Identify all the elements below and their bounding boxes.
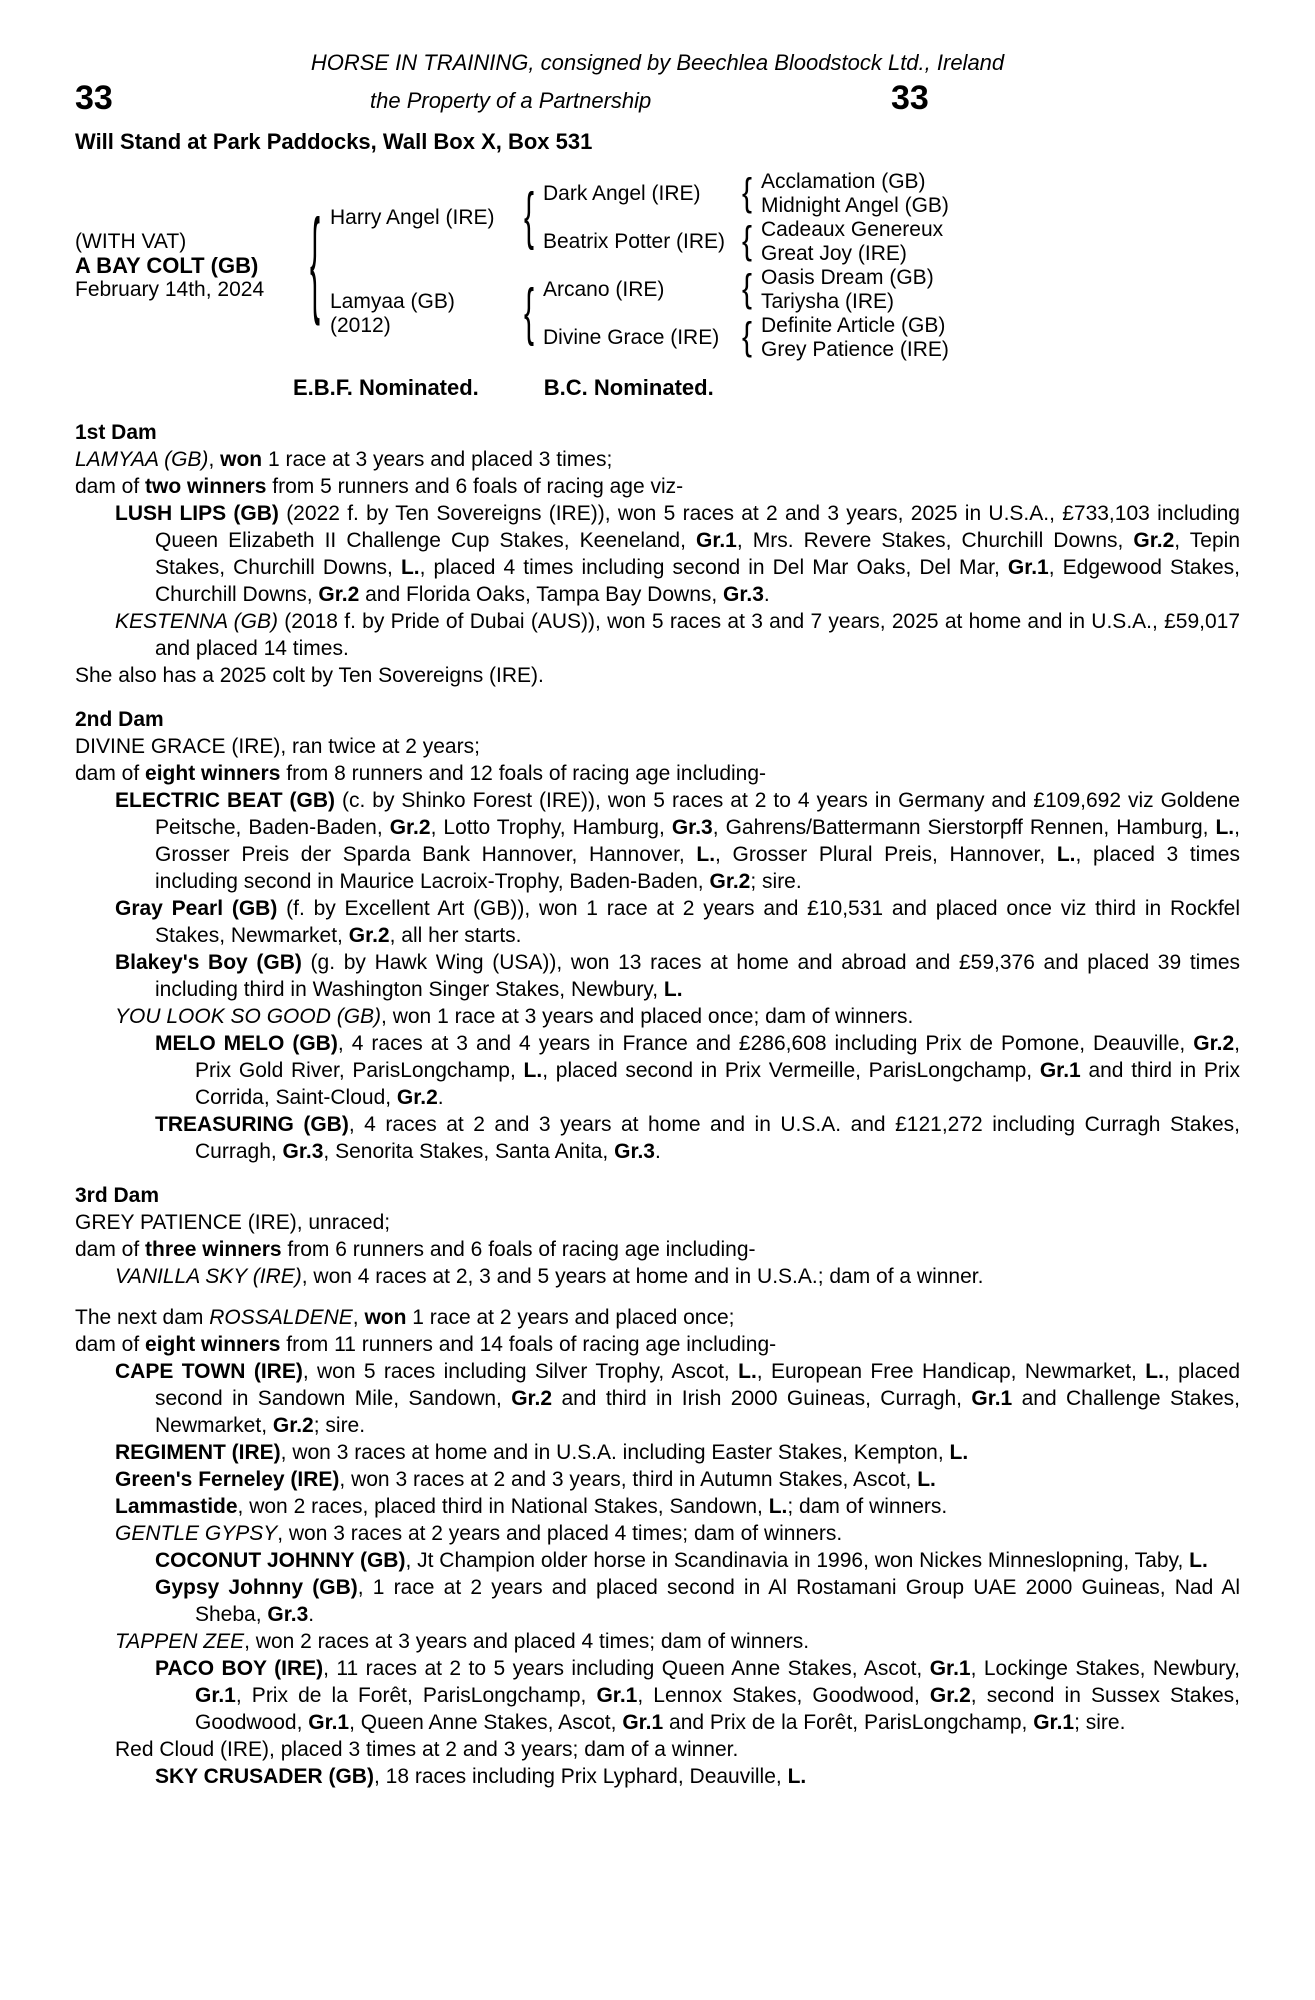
- pedigree-brace-gp: [733, 218, 761, 266]
- text-segment: , Jt Champion older horse in Scandinavia in 1996, won Nickes Minneslopning, Taby,: [405, 1549, 1190, 1572]
- text-segment: and Florida Oaks, Tampa Bay Downs,: [359, 583, 724, 606]
- great-grandparent-name: [761, 338, 1240, 362]
- text-segment: Gr.2: [389, 816, 431, 839]
- text-segment: , placed 3 times including second in Maurice Lacroix-Trophy, Baden-Baden,: [155, 843, 1240, 893]
- text-segment: three winners: [145, 1238, 282, 1261]
- ggp-7: Definite Article (GB): [761, 314, 946, 337]
- text-segment: Gr.2: [272, 1414, 314, 1437]
- text-segment: .: [437, 1086, 444, 1109]
- catalogue-paragraph: [75, 1358, 1240, 1439]
- text-segment: , won 3 races at home and in U.S.A. including Easter Stakes, Kempton,: [280, 1441, 950, 1464]
- text-segment: TREASURING (GB): [155, 1113, 349, 1136]
- text-segment: , 4 races at 3 and 4 years in France and £286,608 including Prix de Pomone, Deauville,: [337, 1032, 1194, 1055]
- catalogue-paragraph: [75, 446, 1240, 473]
- text-segment: won: [220, 448, 263, 471]
- catalogue-paragraph: [75, 787, 1240, 895]
- text-segment: L.: [1189, 1549, 1208, 1572]
- dam-section: [75, 706, 1240, 1165]
- text-segment: Gr.2: [396, 1086, 438, 1109]
- great-grandparent-name: [761, 242, 1240, 266]
- text-segment: , Grosser Plural Preis, Hannover,: [715, 843, 1057, 866]
- text-segment: Gr.1: [929, 1657, 971, 1680]
- catalogue-paragraph: [75, 662, 1240, 689]
- text-segment: (2022 f. by Ten Sovereigns (IRE)), won 5 races at 2 and 3 years, 2025 in U.S.A., £733,103 including Queen Elizabeth II Challenge Cup Stakes, Keeneland,: [155, 502, 1240, 552]
- text-segment: Red Cloud (IRE), placed 3 times at 2 and 3 years; dam of a winner.: [115, 1738, 739, 1761]
- subject-block: [75, 170, 300, 362]
- section-heading: 1st Dam: [75, 421, 157, 444]
- granddam-of-dam: Divine Grace (IRE): [543, 326, 720, 349]
- text-segment: GREY PATIENCE (IRE), unraced;: [75, 1211, 391, 1234]
- text-segment: .: [654, 1140, 661, 1163]
- text-segment: (2018 f. by Pride of Dubai (AUS)), won 5 races at 3 and 7 years, 2025 at home and in U.S.A., £59,017 and placed 14 times.: [155, 610, 1240, 660]
- text-segment: ; sire.: [313, 1414, 366, 1437]
- text-segment: ; dam of winners.: [787, 1495, 948, 1518]
- text-segment: .: [763, 583, 770, 606]
- grandparent-name: [543, 314, 733, 362]
- text-segment: ,: [208, 448, 221, 471]
- catalogue-paragraph: [75, 1547, 1240, 1574]
- text-segment: Gr.1: [596, 1684, 638, 1707]
- sire-name: Harry Angel (IRE): [330, 206, 495, 229]
- catalogue-paragraph: [75, 895, 1240, 949]
- text-segment: , placed second in Prix Vermeille, ParisLongchamp,: [542, 1059, 1040, 1082]
- ggp-1: Acclamation (GB): [761, 170, 926, 193]
- text-segment: TAPPEN ZEE: [115, 1630, 245, 1653]
- grandparent-name: [543, 266, 733, 314]
- text-segment: , won 1 race at 3 years and placed once; dam of winners.: [381, 1005, 914, 1028]
- text-segment: KESTENNA (GB): [115, 610, 279, 633]
- text-segment: from 6 runners and 6 foals of racing age including-: [281, 1238, 756, 1261]
- catalogue-paragraph: [75, 1236, 1240, 1263]
- catalogue-body: [75, 419, 1240, 1790]
- great-grandparent-name: [761, 314, 1240, 338]
- text-segment: , Prix Gold River, ParisLongchamp,: [195, 1032, 1241, 1082]
- text-segment: ,: [352, 1306, 365, 1329]
- text-segment: from 11 runners and 14 foals of racing age including-: [280, 1333, 777, 1356]
- catalogue-paragraph: [75, 1111, 1240, 1165]
- catalogue-paragraph: [75, 1209, 1240, 1236]
- text-segment: from 8 runners and 12 foals of racing age including-: [280, 762, 767, 785]
- text-segment: , placed 4 times including second in Del Mar Oaks, Del Mar,: [419, 556, 1008, 579]
- text-segment: VANILLA SKY (IRE): [115, 1265, 302, 1288]
- pedigree-brace-gp: [733, 170, 761, 218]
- text-segment: CAPE TOWN (IRE): [115, 1360, 303, 1383]
- great-grandparent-name: [761, 266, 1240, 290]
- pedigree-brace-dam: [515, 266, 543, 362]
- text-segment: , 1 race at 2 years and placed second in Al Rostamani Group UAE 2000 Guineas, Nad Al Sheba,: [195, 1576, 1240, 1626]
- text-segment: L.: [917, 1468, 936, 1491]
- catalogue-paragraph: [75, 1493, 1240, 1520]
- text-segment: dam of: [75, 1238, 146, 1261]
- text-segment: Gr.2: [929, 1684, 971, 1707]
- dam-section: [75, 1182, 1240, 1790]
- text-segment: Gr.3: [723, 583, 764, 606]
- text-segment: dam of: [75, 762, 146, 785]
- horse-name: A BAY COLT (GB): [75, 253, 259, 278]
- text-segment: LUSH LIPS (GB): [115, 502, 279, 525]
- text-segment: L.: [663, 978, 683, 1001]
- text-segment: Gr.1: [1033, 1711, 1075, 1734]
- grandsire-of-dam: Arcano (IRE): [543, 278, 665, 301]
- text-segment: , 11 races at 2 to 5 years including Queen Anne Stakes, Ascot,: [323, 1657, 930, 1680]
- ggp-6: Tariysha (IRE): [761, 290, 895, 313]
- pedigree-table: [75, 170, 1240, 362]
- text-segment: YOU LOOK SO GOOD (GB): [115, 1005, 382, 1028]
- text-segment: Blakey's Boy (GB): [115, 951, 302, 974]
- text-segment: L.: [400, 556, 420, 579]
- catalogue-paragraph: [75, 1331, 1240, 1358]
- ggp-3: Cadeaux Genereux: [761, 218, 944, 241]
- text-segment: from 5 runners and 6 foals of racing age viz-: [266, 475, 684, 498]
- text-segment: Gr.2: [709, 870, 751, 893]
- text-segment: , Mrs. Revere Stakes, Churchill Downs,: [736, 529, 1134, 552]
- text-segment: PACO BOY (IRE): [155, 1657, 324, 1680]
- catalogue-paragraph: [75, 500, 1240, 608]
- ggp-8: Grey Patience (IRE): [761, 338, 949, 361]
- text-segment: Green's Ferneley (IRE): [115, 1468, 340, 1491]
- text-segment: , Lennox Stakes, Goodwood,: [637, 1684, 930, 1707]
- text-segment: , Lotto Trophy, Hamburg,: [430, 816, 672, 839]
- text-segment: and third in Prix Corrida, Saint-Cloud,: [195, 1059, 1241, 1109]
- text-segment: ; sire.: [1074, 1711, 1126, 1734]
- pedigree-brace-main: [300, 170, 330, 362]
- lot-number-left: 33: [75, 79, 113, 117]
- text-segment: , all her starts.: [389, 924, 522, 947]
- text-segment: Gr.1: [195, 1684, 236, 1707]
- text-segment: L.: [523, 1059, 543, 1082]
- text-segment: , European Free Handicap, Newmarket,: [756, 1360, 1146, 1383]
- vat-note: (WITH VAT): [75, 230, 187, 253]
- text-segment: Gray Pearl (GB): [115, 897, 278, 920]
- text-segment: , 4 races at 2 and 3 years at home and in U.S.A. and £121,272 including Curragh Stakes, Curragh,: [195, 1113, 1240, 1163]
- text-segment: Gr.3: [614, 1140, 655, 1163]
- text-segment: , Gahrens/Battermann Sierstorpff Rennen, Hamburg,: [712, 816, 1216, 839]
- text-segment: SKY CRUSADER (GB): [155, 1765, 374, 1788]
- granddam-of-sire: Beatrix Potter (IRE): [543, 230, 726, 253]
- catalogue-paragraph: [75, 1304, 1240, 1331]
- text-segment: L.: [1145, 1360, 1164, 1383]
- text-segment: , won 2 races at 3 years and placed 4 times; dam of winners.: [244, 1630, 810, 1653]
- text-segment: ROSSALDENE: [209, 1306, 353, 1329]
- text-segment: dam of: [75, 1333, 146, 1356]
- text-segment: Gr.1: [622, 1711, 664, 1734]
- text-segment: L.: [1215, 816, 1235, 839]
- text-segment: eight winners: [145, 1333, 281, 1356]
- ebf-nominated: E.B.F. Nominated.: [293, 375, 479, 400]
- text-segment: eight winners: [145, 762, 281, 785]
- catalogue-paragraph: [75, 1655, 1240, 1736]
- catalogue-paragraph: [75, 1030, 1240, 1111]
- great-grandparent-name: [761, 194, 1240, 218]
- grandparent-name: [543, 218, 733, 266]
- text-segment: and third in Irish 2000 Guineas, Curragh,: [552, 1387, 972, 1410]
- lot-header-row: [75, 78, 1240, 126]
- text-segment: Gr.3: [671, 816, 713, 839]
- grandsire-of-sire: Dark Angel (IRE): [543, 182, 701, 205]
- nominations-row: [75, 374, 1240, 402]
- catalogue-paragraph: [75, 1520, 1240, 1547]
- text-segment: Gr.2: [318, 583, 360, 606]
- text-segment: 1 race at 2 years and placed once;: [406, 1306, 735, 1329]
- text-segment: , won 2 races, placed third in National Stakes, Sandown,: [237, 1495, 769, 1518]
- text-segment: , Senorita Stakes, Santa Anita,: [323, 1140, 615, 1163]
- catalogue-paragraph: [75, 1736, 1240, 1763]
- text-segment: Gr.2: [1133, 529, 1175, 552]
- text-segment: , Tepin Stakes, Churchill Downs,: [155, 529, 1241, 579]
- catalogue-paragraph: [75, 1763, 1240, 1790]
- text-segment: , Lockinge Stakes, Newbury,: [970, 1657, 1240, 1680]
- text-segment: GENTLE GYPSY: [115, 1522, 278, 1545]
- text-segment: , second in Sussex Stakes, Goodwood,: [195, 1684, 1240, 1734]
- ggp-2: Midnight Angel (GB): [761, 194, 949, 217]
- text-segment: (f. by Excellent Art (GB)), won 1 race at 2 years and £10,531 and placed once viz third in Rockfel Stakes, Newmarket,: [155, 897, 1240, 947]
- text-segment: She also has a 2025 colt by Ten Sovereigns (IRE).: [75, 664, 544, 687]
- text-segment: Gr.1: [696, 529, 737, 552]
- great-grandparent-name: [761, 290, 1240, 314]
- text-segment: Gr.1: [971, 1387, 1013, 1410]
- foal-date: February 14th, 2024: [75, 278, 265, 301]
- text-segment: L.: [949, 1441, 969, 1464]
- text-segment: REGIMENT (IRE): [115, 1441, 281, 1464]
- text-segment: 1 race at 3 years and placed 3 times;: [262, 448, 613, 471]
- text-segment: L.: [696, 843, 716, 866]
- catalogue-paragraph: [75, 949, 1240, 1003]
- text-segment: L.: [768, 1495, 788, 1518]
- grandparent-name: [543, 170, 733, 218]
- catalogue-paragraph: [75, 760, 1240, 787]
- text-segment: , Grosser Preis der Sparda Bank Hannover, Hannover,: [155, 816, 1240, 866]
- catalogue-paragraph: [75, 1628, 1240, 1655]
- lot-number-right: 33: [891, 79, 929, 117]
- text-segment: won: [364, 1306, 407, 1329]
- text-segment: Gr.2: [1193, 1032, 1235, 1055]
- sire-cell: [330, 170, 515, 266]
- text-segment: L.: [787, 1765, 807, 1788]
- dam-year: (2012): [330, 314, 391, 337]
- ggp-5: Oasis Dream (GB): [761, 266, 934, 289]
- text-segment: , Edgewood Stakes, Churchill Downs,: [155, 556, 1240, 606]
- text-segment: , 18 races including Prix Lyphard, Deauville,: [373, 1765, 788, 1788]
- ggp-4: Great Joy (IRE): [761, 242, 907, 265]
- catalogue-paragraph: [75, 473, 1240, 500]
- section-heading: 3rd Dam: [75, 1184, 160, 1207]
- catalogue-paragraph: [75, 1574, 1240, 1628]
- text-segment: Gr.2: [348, 924, 390, 947]
- text-segment: MELO MELO (GB): [155, 1032, 338, 1055]
- bc-nominated: B.C. Nominated.: [543, 375, 714, 400]
- text-segment: The next dam: [75, 1306, 210, 1329]
- text-segment: , won 3 races at 2 and 3 years, third in Autumn Stakes, Ascot,: [339, 1468, 918, 1491]
- text-segment: , won 3 races at 2 years and placed 4 times; dam of winners.: [277, 1522, 843, 1545]
- pedigree-brace-sire: [515, 170, 543, 266]
- text-segment: L.: [738, 1360, 757, 1383]
- property-line: the Property of a Partnership: [370, 88, 652, 113]
- catalogue-paragraph: [75, 1003, 1240, 1030]
- text-segment: Gr.1: [308, 1711, 350, 1734]
- text-segment: , Queen Anne Stakes, Ascot,: [349, 1711, 623, 1734]
- text-segment: .: [308, 1603, 315, 1626]
- text-segment: (g. by Hawk Wing (USA)), won 13 races at home and abroad and £59,376 and placed 39 times including third in Washington Singer Stakes, Newbury,: [155, 951, 1240, 1001]
- pedigree-brace-gp: [733, 266, 761, 314]
- text-segment: dam of: [75, 475, 146, 498]
- text-segment: , placed second in Sandown Mile, Sandown,: [155, 1360, 1240, 1410]
- catalogue-paragraph: [75, 733, 1240, 760]
- catalogue-paragraph: [75, 1439, 1240, 1466]
- great-grandparent-name: [761, 218, 1240, 242]
- text-segment: Gr.1: [1039, 1059, 1081, 1082]
- dam-section: [75, 419, 1240, 689]
- section-heading: 2nd Dam: [75, 708, 164, 731]
- text-segment: and Prix de la Forêt, ParisLongchamp,: [663, 1711, 1034, 1734]
- consignor-line: HORSE IN TRAINING, consigned by Beechlea Bloodstock Ltd., Ireland: [310, 50, 1005, 75]
- text-segment: , won 5 races including Silver Trophy, Ascot,: [302, 1360, 739, 1383]
- stand-location-line: Will Stand at Park Paddocks, Wall Box X, Box 531: [75, 129, 593, 154]
- text-segment: Gr.1: [1007, 556, 1049, 579]
- text-segment: COCONUT JOHNNY (GB): [155, 1549, 406, 1572]
- text-segment: , Prix de la Forêt, ParisLongchamp,: [235, 1684, 597, 1707]
- text-segment: LAMYAA (GB): [75, 448, 209, 471]
- text-segment: Gr.3: [267, 1603, 309, 1626]
- pedigree-brace-gp: [733, 314, 761, 362]
- text-segment: Gr.3: [282, 1140, 324, 1163]
- text-segment: L.: [1056, 843, 1076, 866]
- catalogue-paragraph: [75, 608, 1240, 662]
- catalogue-paragraph: [75, 1466, 1240, 1493]
- text-segment: ELECTRIC BEAT (GB): [115, 789, 336, 812]
- text-segment: DIVINE GRACE (IRE), ran twice at 2 years;: [75, 735, 480, 758]
- text-segment: (c. by Shinko Forest (IRE)), won 5 races at 2 to 4 years in Germany and £109,692 viz Goldene Peitsche, Baden-Baden,: [155, 789, 1240, 839]
- text-segment: two winners: [145, 475, 267, 498]
- great-grandparent-name: [761, 170, 1240, 194]
- dam-cell: [330, 266, 515, 362]
- text-segment: Lammastide: [115, 1495, 238, 1518]
- text-segment: Gypsy Johnny (GB): [155, 1576, 358, 1599]
- text-segment: Gr.2: [511, 1387, 553, 1410]
- text-segment: , won 4 races at 2, 3 and 5 years at home and in U.S.A.; dam of a winner.: [301, 1265, 984, 1288]
- dam-name: Lamyaa (GB): [330, 290, 455, 313]
- text-segment: and Challenge Stakes, Newmarket,: [155, 1387, 1240, 1437]
- text-segment: ; sire.: [750, 870, 802, 893]
- catalogue-paragraph: [75, 1263, 1240, 1290]
